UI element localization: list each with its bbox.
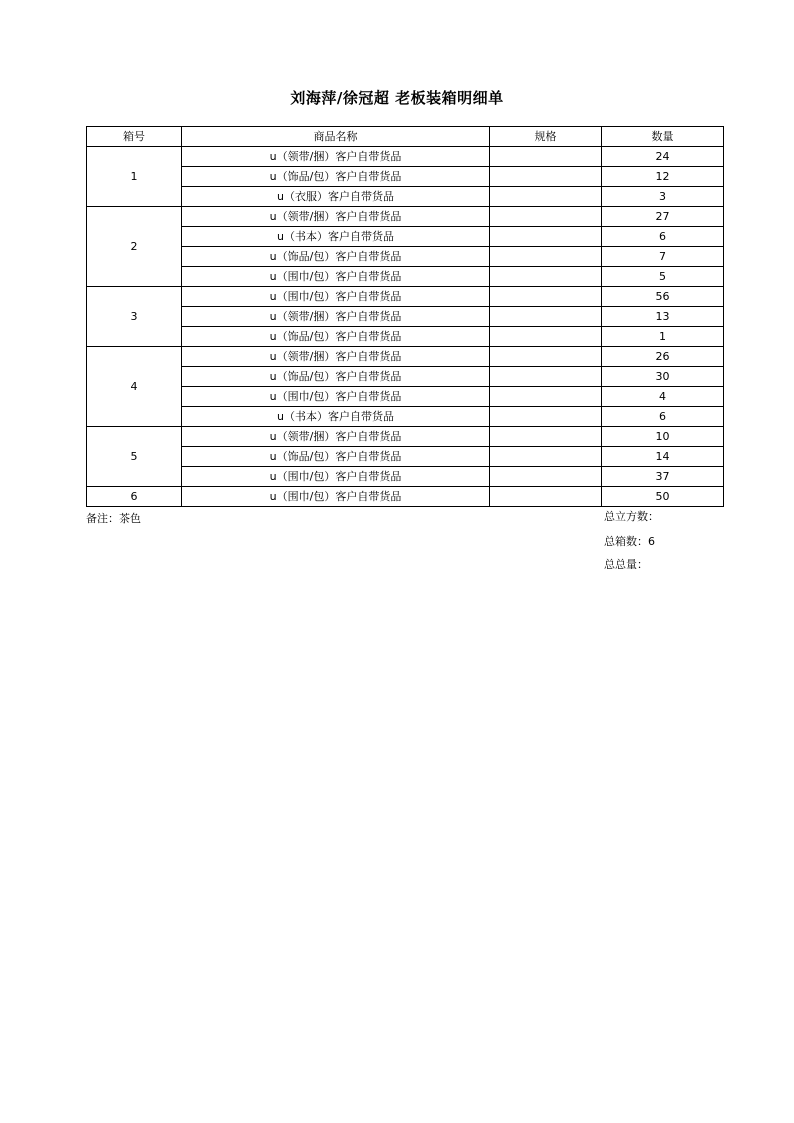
remark-note: 备注：茶色 — [86, 512, 141, 525]
spec-cell — [490, 187, 602, 207]
product-name-cell: u（书本）客户自带货品 — [182, 407, 490, 427]
total-boxes-label: 总箱数：6 — [604, 535, 655, 548]
total-volume-label: 总立方数： — [604, 510, 659, 523]
total-weight-label: 总总量： — [604, 558, 648, 571]
box-number-cell: 6 — [87, 487, 182, 507]
box-number-cell: 1 — [87, 147, 182, 207]
box-number-cell: 2 — [87, 207, 182, 287]
quantity-cell: 4 — [602, 387, 724, 407]
table-row — [87, 447, 724, 467]
table-header-row — [87, 127, 724, 147]
product-name-cell: u（领带/捆）客户自带货品 — [182, 207, 490, 227]
product-name-cell: u（领带/捆）客户自带货品 — [182, 147, 490, 167]
product-name-cell: u（围巾/包）客户自带货品 — [182, 267, 490, 287]
spec-cell — [490, 487, 602, 507]
quantity-cell: 12 — [602, 167, 724, 187]
page-title: 刘海萍/徐冠超 老板装箱明细单 — [290, 89, 504, 107]
quantity-cell: 26 — [602, 347, 724, 367]
quantity-cell: 50 — [602, 487, 724, 507]
product-name-cell: u（围巾/包）客户自带货品 — [182, 287, 490, 307]
spec-cell — [490, 207, 602, 227]
product-name-cell: u（衣服）客户自带货品 — [182, 187, 490, 207]
table-row — [87, 427, 724, 447]
spec-cell — [490, 427, 602, 447]
table-row — [87, 227, 724, 247]
spec-cell — [490, 407, 602, 427]
table-row — [87, 147, 724, 167]
box-number-cell: 5 — [87, 427, 182, 487]
quantity-cell: 27 — [602, 207, 724, 227]
table-row — [87, 467, 724, 487]
packing-list-table — [86, 126, 724, 507]
quantity-cell: 1 — [602, 327, 724, 347]
product-name-cell: u（围巾/包）客户自带货品 — [182, 467, 490, 487]
spec-cell — [490, 327, 602, 347]
product-name-cell: u（饰品/包）客户自带货品 — [182, 327, 490, 347]
spec-cell — [490, 167, 602, 187]
spec-cell — [490, 447, 602, 467]
header-box-no: 箱号 — [87, 127, 182, 147]
table-row — [87, 167, 724, 187]
product-name-cell: u（书本）客户自带货品 — [182, 227, 490, 247]
header-product-name: 商品名称 — [182, 127, 490, 147]
spec-cell — [490, 387, 602, 407]
quantity-cell: 24 — [602, 147, 724, 167]
table-row — [87, 207, 724, 227]
spec-cell — [490, 347, 602, 367]
spec-cell — [490, 307, 602, 327]
table-row — [87, 247, 724, 267]
quantity-cell: 56 — [602, 287, 724, 307]
product-name-cell: u（领带/捆）客户自带货品 — [182, 347, 490, 367]
quantity-cell: 5 — [602, 267, 724, 287]
quantity-cell: 13 — [602, 307, 724, 327]
table-row — [87, 487, 724, 507]
product-name-cell: u（饰品/包）客户自带货品 — [182, 367, 490, 387]
header-quantity: 数量 — [602, 127, 724, 147]
product-name-cell: u（领带/捆）客户自带货品 — [182, 307, 490, 327]
box-number-cell: 4 — [87, 347, 182, 427]
quantity-cell: 10 — [602, 427, 724, 447]
spec-cell — [490, 147, 602, 167]
quantity-cell: 7 — [602, 247, 724, 267]
table-row — [87, 267, 724, 287]
quantity-cell: 6 — [602, 227, 724, 247]
table-body — [87, 147, 724, 507]
product-name-cell: u（领带/捆）客户自带货品 — [182, 427, 490, 447]
spec-cell — [490, 227, 602, 247]
table-row — [87, 307, 724, 327]
header-spec: 规格 — [490, 127, 602, 147]
box-number-cell: 3 — [87, 287, 182, 347]
table-row — [87, 327, 724, 347]
spec-cell — [490, 267, 602, 287]
quantity-cell: 37 — [602, 467, 724, 487]
quantity-cell: 14 — [602, 447, 724, 467]
table-row — [87, 187, 724, 207]
quantity-cell: 30 — [602, 367, 724, 387]
table-row — [87, 387, 724, 407]
table-row — [87, 347, 724, 367]
table-row — [87, 407, 724, 427]
product-name-cell: u（围巾/包）客户自带货品 — [182, 487, 490, 507]
product-name-cell: u（饰品/包）客户自带货品 — [182, 167, 490, 187]
spec-cell — [490, 247, 602, 267]
quantity-cell: 6 — [602, 407, 724, 427]
table-row — [87, 287, 724, 307]
spec-cell — [490, 367, 602, 387]
quantity-cell: 3 — [602, 187, 724, 207]
product-name-cell: u（围巾/包）客户自带货品 — [182, 387, 490, 407]
table-row — [87, 367, 724, 387]
product-name-cell: u（饰品/包）客户自带货品 — [182, 447, 490, 467]
spec-cell — [490, 287, 602, 307]
spec-cell — [490, 467, 602, 487]
product-name-cell: u（饰品/包）客户自带货品 — [182, 247, 490, 267]
